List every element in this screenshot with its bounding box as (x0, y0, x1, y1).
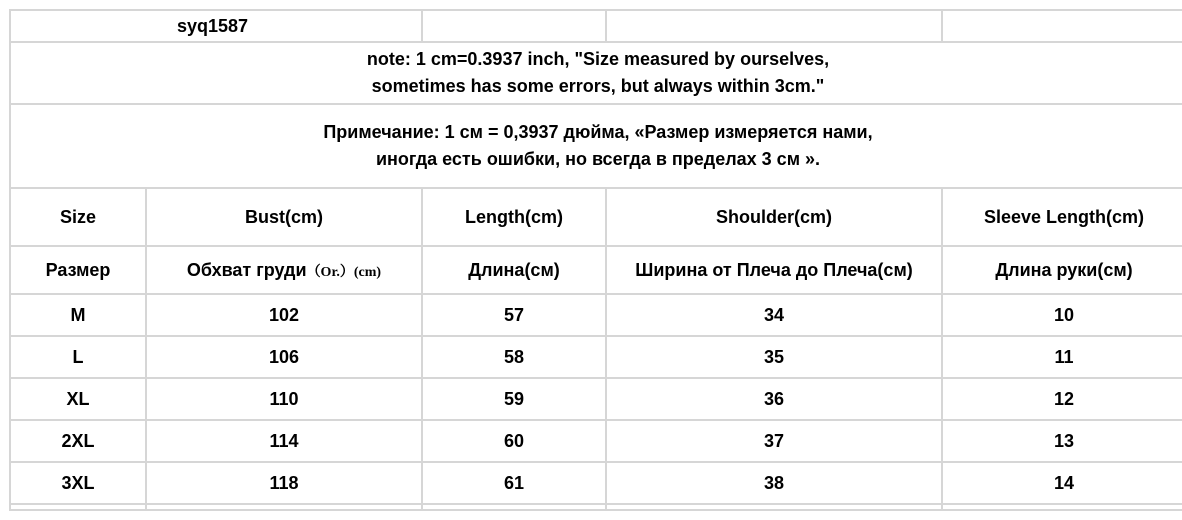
table-row (10, 378, 1182, 420)
note-ru-cell[interactable] (10, 104, 1182, 188)
size-cell[interactable]: M (10, 294, 146, 336)
note-en-line-2: sometimes has some errors, but always within 3cm." (371, 76, 825, 96)
size-chart-table (9, 9, 1182, 511)
empty-cell[interactable] (942, 504, 1182, 510)
shoulder-cell[interactable]: 36 (606, 378, 942, 420)
empty-cell[interactable] (606, 504, 942, 510)
sleeve-cell[interactable]: 10 (942, 294, 1182, 336)
length-cell[interactable]: 57 (422, 294, 606, 336)
sleeve-cell[interactable]: 11 (942, 336, 1182, 378)
shoulder-cell[interactable]: 35 (606, 336, 942, 378)
header-size-ru[interactable]: Размер (10, 246, 146, 294)
bust-cell[interactable]: 114 (146, 420, 422, 462)
table-row (10, 462, 1182, 504)
empty-row (10, 504, 1182, 510)
product-code-cell[interactable] (10, 10, 422, 42)
size-cell[interactable]: 2XL (10, 420, 146, 462)
header-shoulder[interactable]: Shoulder(cm) (606, 188, 942, 246)
header-length[interactable]: Length(cm) (422, 188, 606, 246)
note-ru-line-2: иногда есть ошибки, но всегда в пределах 3 см ». (375, 149, 821, 169)
empty-cell[interactable] (422, 504, 606, 510)
note-ru-row (10, 104, 1182, 188)
header-sleeve[interactable]: Sleeve Length(cm) (942, 188, 1182, 246)
size-cell[interactable]: XL (10, 378, 146, 420)
header-shoulder-ru[interactable]: Ширина от Плеча до Плеча(см) (606, 246, 942, 294)
length-cell[interactable]: 59 (422, 378, 606, 420)
shoulder-cell[interactable]: 38 (606, 462, 942, 504)
note-en-row (10, 42, 1182, 104)
id-row (10, 10, 1182, 42)
bust-cell[interactable]: 106 (146, 336, 422, 378)
header-bust[interactable]: Bust(cm) (146, 188, 422, 246)
bust-cell[interactable]: 102 (146, 294, 422, 336)
header-sleeve-ru[interactable]: Длина руки(см) (942, 246, 1182, 294)
sleeve-cell[interactable]: 13 (942, 420, 1182, 462)
header-size[interactable]: Size (10, 188, 146, 246)
sleeve-cell[interactable]: 12 (942, 378, 1182, 420)
empty-cell[interactable] (10, 504, 146, 510)
size-cell[interactable]: 3XL (10, 462, 146, 504)
header-row-ru (10, 246, 1182, 294)
note-en-line-1: note: 1 cm=0.3937 inch, "Size measured by ourselves, (366, 49, 830, 69)
table-row (10, 336, 1182, 378)
shoulder-cell[interactable]: 34 (606, 294, 942, 336)
empty-cell[interactable] (146, 504, 422, 510)
length-cell[interactable]: 58 (422, 336, 606, 378)
empty-cell[interactable] (422, 10, 606, 42)
bust-cell[interactable]: 118 (146, 462, 422, 504)
length-cell[interactable]: 61 (422, 462, 606, 504)
header-row-en (10, 188, 1182, 246)
note-ru-line-1: Примечание: 1 см = 0,3937 дюйма, «Размер измеряется нами, (323, 122, 873, 142)
product-code: syq1587 (177, 15, 249, 36)
table-row (10, 294, 1182, 336)
header-bust-ru-unit: （Or.）(cm) (306, 264, 382, 280)
bust-cell[interactable]: 110 (146, 378, 422, 420)
length-cell[interactable]: 60 (422, 420, 606, 462)
empty-cell[interactable] (942, 10, 1182, 42)
note-en-cell[interactable] (10, 42, 1182, 104)
shoulder-cell[interactable]: 37 (606, 420, 942, 462)
sleeve-cell[interactable]: 14 (942, 462, 1182, 504)
header-bust-ru-cell[interactable] (146, 246, 422, 294)
table-row (10, 420, 1182, 462)
size-cell[interactable]: L (10, 336, 146, 378)
header-length-ru[interactable]: Длина(см) (422, 246, 606, 294)
empty-cell[interactable] (606, 10, 942, 42)
header-bust-ru: Обхват груди (186, 259, 307, 280)
